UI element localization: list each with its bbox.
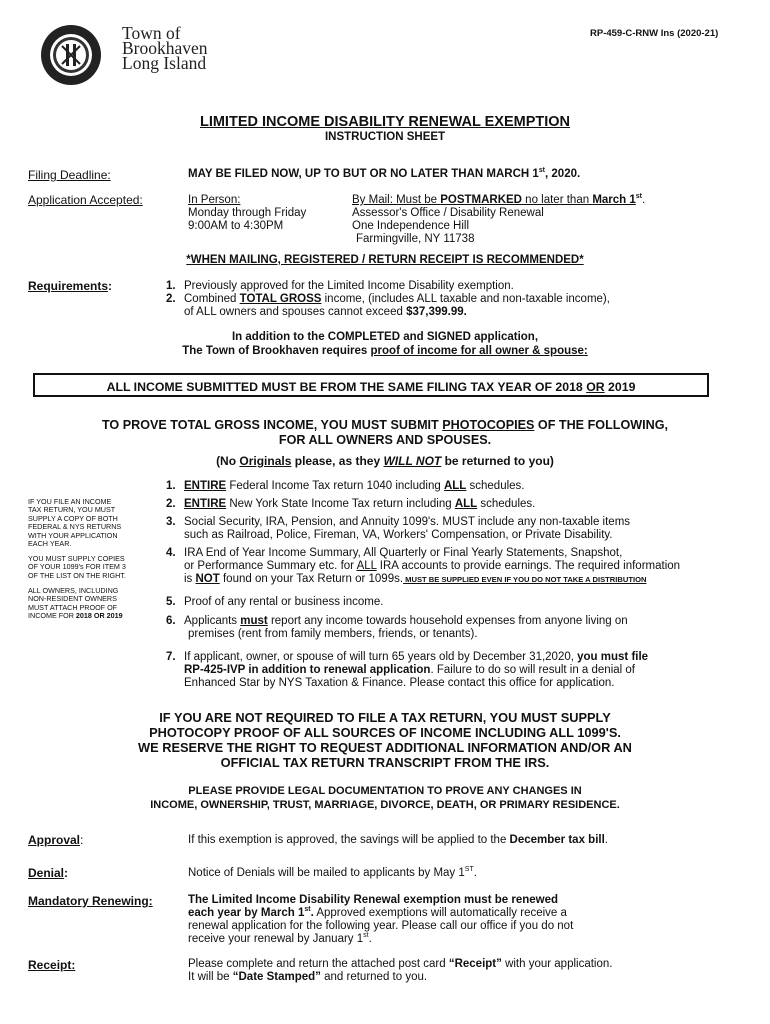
logo-line-3: Long Island: [122, 53, 207, 73]
list-item-7: 7. If applicant, owner, or spouse of will turn 65 years old by December 31,2020, you must file RP-425-IVP in addition to renewal application. Failure to do so will result in a denial of Enhanced Star by NYS Taxation & Finance. Please contact this office for application.: [166, 651, 649, 689]
in-person-block: [188, 194, 306, 233]
page-subtitle: INSTRUCTION SHEET: [324, 131, 446, 143]
mail-office: Assessor's Office / Disability Renewal: [352, 207, 544, 219]
side-note-owners: ALL OWNERS, INCLUDING NON-RESIDENT OWNERS MUST ATTACH PROOF OF INCOME FOR 2018 OR 2019: [28, 586, 123, 621]
list-item-4: 4. IRA End of Year Income Summary, All Quarterly or Final Yearly Statements, Snapshot, or Performance Summary etc. for ALL IRA accounts to provide earnings. The required information is NOT found on your Tax Return or 1099s. MUST BE SUPPLIED EVEN IF YOU DO NOT TAKE A DISTRIBUTION: [166, 547, 681, 585]
filing-deadline-label: Filing Deadline:: [28, 168, 111, 182]
form-code: RP-459-C-RNW Ins (2020-21): [590, 28, 719, 39]
requirement-1: 1. Previously approved for the Limited Income Disability exemption.: [166, 280, 514, 292]
by-mail-heading: By Mail: Must be POSTMARKED no later than March 1st.: [352, 193, 646, 206]
mail-city: Farmingville, NY 11738: [356, 233, 475, 245]
side-note-1099: YOU MUST SUPPLY COPIES OF YOUR 1099's FOR ITEM 3 OF THE LIST ON THE RIGHT.: [28, 554, 126, 580]
addition-line-1: In addition to the COMPLETED and SIGNED application,: [231, 331, 539, 343]
in-person-heading: In Person:: [188, 194, 241, 206]
prove-line-1: TO PROVE TOTAL GROSS INCOME, YOU MUST SUBMIT PHOTOCOPIES OF THE FOLLOWING,: [101, 418, 669, 432]
list-item-1: 1. ENTIRE Federal Income Tax return 1040 including ALL schedules.: [166, 480, 525, 492]
no-originals-note: (No Originals please, as they WILL NOT be returned to you): [216, 454, 554, 468]
list-item-2: 2. ENTIRE New York State Income Tax return including ALL schedules.: [166, 498, 536, 510]
requirements-list: [166, 280, 610, 319]
by-mail-block: [352, 194, 645, 246]
application-accepted-label: Application Accepted:: [28, 193, 143, 207]
requirement-2-line-2: of ALL owners and spouses cannot exceed $37,399.99.: [184, 306, 467, 318]
requirement-2: 2. Combined TOTAL GROSS income, (includes ALL taxable and non-taxable income),: [166, 293, 610, 305]
town-seal: [40, 24, 102, 86]
in-person-days: Monday through Friday: [188, 207, 307, 219]
denial-label: Denial:: [28, 866, 69, 880]
approval-text: If this exemption is approved, the savings will be applied to the December tax bill.: [188, 834, 608, 846]
mandatory-renewing-label: Mandatory Renewing:: [28, 894, 153, 908]
addition-note: [0, 330, 770, 358]
requirements-label: Requirements:: [28, 279, 113, 293]
mandatory-renewing-text: The Limited Income Disability Renewal exemption must be renewed each year by March 1st. Approved exemptions will automatically receive a renewal application for the following year. Please call our office if you do not receive your renewal by January 1st.: [188, 894, 574, 945]
receipt-text: Please complete and return the attached post card “Receipt” with your application. It will be “Date Stamped” and returned to you.: [188, 958, 613, 983]
addition-line-2: The Town of Brookhaven requires proof of income for all owner & spouse:: [182, 345, 588, 357]
mail-street: One Independence Hill: [352, 220, 469, 232]
town-wordmark: [122, 23, 208, 73]
logo-line-1: Town of: [122, 23, 181, 43]
prove-line-2: FOR ALL OWNERS AND SPOUSES.: [278, 433, 492, 447]
page-title: LIMITED INCOME DISABILITY RENEWAL EXEMPTION: [199, 114, 571, 130]
prove-income-heading: [0, 418, 770, 448]
income-year-text: ALL INCOME SUBMITTED MUST BE FROM THE SAME FILING TAX YEAR OF 2018 OR 2019: [106, 380, 636, 394]
denial-text: Notice of Denials will be mailed to applicants by May 1ST.: [188, 866, 477, 879]
legal-documentation-note: PLEASE PROVIDE LEGAL DOCUMENTATION TO PROVE ANY CHANGES IN INCOME, OWNERSHIP, TRUST, MARRIAGE, DIVORCE, DEATH, OR PRIMARY RESIDENCE.: [150, 785, 620, 811]
filing-deadline-text: MAY BE FILED NOW, UP TO BUT OR NO LATER THAN MARCH 1st, 2020.: [188, 167, 581, 180]
seal-icon: [40, 24, 102, 86]
mailing-note: *WHEN MAILING, REGISTERED / RETURN RECEIPT IS RECOMMENDED*: [186, 254, 584, 266]
side-note-tax-return: IF YOU FILE AN INCOME TAX RETURN, YOU MUST SUPPLY A COPY OF BOTH FEDERAL & NYS RETURNS WITH YOUR APPLICATION EACH YEAR.: [28, 497, 122, 549]
receipt-label: Receipt:: [28, 958, 76, 972]
list-item-3: 3. Social Security, IRA, Pension, and Annuity 1099's. MUST include any non-taxable items such as Railroad, Police, Fireman, VA, Workers' Compensation, or Private Disability.: [166, 516, 631, 541]
logo-line-2: Brookhaven: [122, 38, 208, 58]
list-item-5: 5. Proof of any rental or business income.: [166, 596, 384, 608]
in-person-hours: 9:00AM to 4:30PM: [188, 220, 284, 232]
no-tax-return-notice: IF YOU ARE NOT REQUIRED TO FILE A TAX RETURN, YOU MUST SUPPLY PHOTOCOPY PROOF OF ALL SOURCES OF INCOME INCLUDING ALL 1099'S. WE RESERVE THE RIGHT TO REQUEST ADDITIONAL INFORMATION AND/OR AN OFFICIAL TAX RETURN TRANSCRIPT FROM THE IRS.: [138, 710, 632, 770]
approval-label: Approval:: [28, 833, 84, 847]
list-item-6: 6. Applicants must report any income towards household expenses from anyone living on premises (rent from family members, friends, or tenants).: [166, 615, 628, 640]
